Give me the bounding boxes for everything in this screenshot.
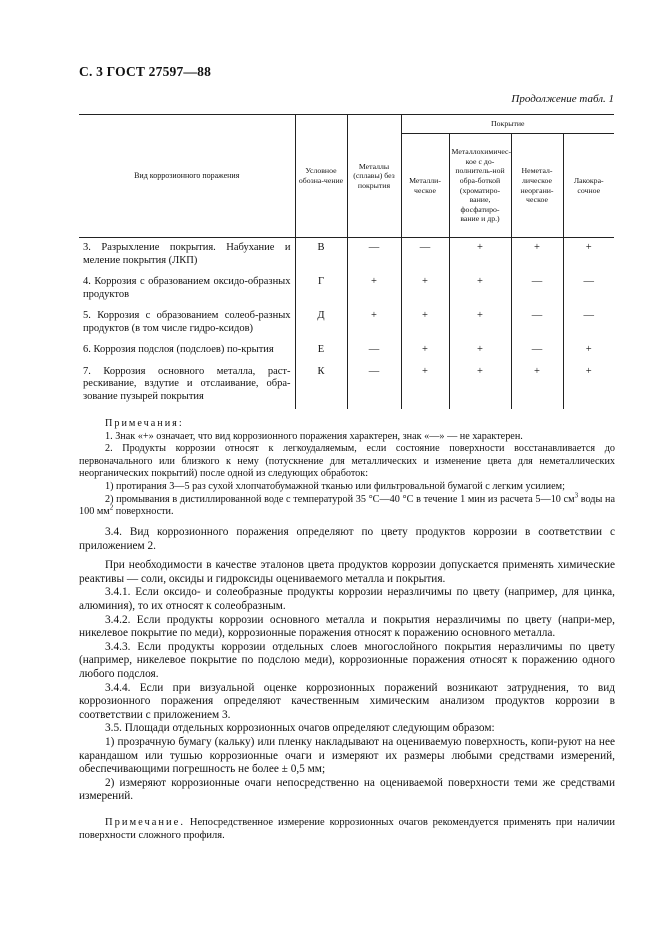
header-nonmetallic: Неметал-лическое неоргани-ческое (511, 134, 563, 238)
row-mark: — (347, 341, 401, 363)
table-notes (79, 418, 615, 519)
row-mark: + (347, 273, 401, 307)
paragraph-3-5: 3.5. Площади отдельных коррозионных очагов определяют следующим образом: (105, 722, 495, 735)
row-description: 4. Коррозия с образованием оксидо-образных продуктов (79, 273, 295, 307)
corrosion-damage-table (79, 114, 614, 409)
row-mark: — (583, 276, 594, 287)
row-description: 5. Коррозия с образованием солеоб-разных продуктов (в том числе гидро-ксидов) (79, 307, 295, 341)
header-paint: Лакокра-сочное (563, 134, 614, 238)
header-coating: Покрытие (401, 115, 614, 134)
row-symbol: В (295, 238, 347, 274)
table-row (79, 273, 614, 307)
header-symbol: Условное обозна-чение (295, 115, 347, 238)
table-row (79, 307, 614, 341)
row-symbol: Д (295, 307, 347, 341)
row-mark: + (449, 341, 511, 363)
table-continuation-label: Продолжение табл. 1 (511, 93, 614, 105)
table-row (79, 363, 614, 410)
note-2-item-2-part-a: 2) промывания в дистиллированной воде с температурой 35 °С—40 °С в течение 1 мин из расчета 5—10 см (105, 493, 575, 505)
header-metallochemical: Металлохимичес-кое с до-полнитель-ной обра-боткой (хроматиро-вание, фосфатиро-вание и др.) (449, 134, 511, 238)
note-1: 1. Знак «+» означает, что вид коррозионного поражения характерен, знак «—» — не характерен. (105, 430, 523, 442)
row-mark: + (449, 307, 511, 341)
page-header: С. 3 ГОСТ 27597—88 (79, 64, 212, 79)
row-mark: + (585, 242, 592, 253)
paragraph-3-4-4: 3.4.4. Если при визуальной оценке коррозионных поражений возникают затруднения, то вид коррозионного поражения определяют качественным химическим анализом продуктов коррозии в соответствии с приложением 3. (79, 681, 615, 721)
note-2-item-2 (79, 491, 616, 519)
row-description: 7. Коррозия основного металла, раст-рескивание, вздутие и отслаивание, обра-зование пузырей покрытия (79, 363, 295, 410)
table-row (79, 341, 614, 363)
row-mark: — (401, 238, 449, 274)
row-mark: — (347, 238, 401, 274)
paragraph-3-5-item-1: 1) прозрачную бумагу (кальку) или пленку накладывают на оцениваемую поверхность, копи-руют на нее карандашом или тушью коррозионные очаги и измеряют их размеры любыми средствами измерений, обеспечивающими погрешность не более ± 0,5 мм; (79, 735, 615, 776)
row-mark: + (401, 307, 449, 341)
row-mark: + (449, 273, 511, 307)
body-text (79, 526, 615, 842)
row-mark: + (401, 363, 449, 410)
row-description: 3. Разрыхление покрытия. Набухание и меление покрытия (ЛКП) (79, 238, 295, 274)
paragraph-3-4-2: 3.4.2. Если продукты коррозии основного металла и покрытия неразличимы по цвету (напри-мер, никелевое покрытие по меди), коррозионные поражения относят к поражению основного металла. (79, 613, 615, 640)
note-2-item-2-part-b: воды на 100 мм (79, 493, 616, 518)
note-2-item-1: 1) протирания 3—5 раз сухой хлопчатобумажной тканью или фильтровальной бумагой с легким усилием; (105, 480, 565, 492)
paragraph-3-4-1: 3.4.1. Если оксидо- и солеобразные продукты коррозии неразличимы по цвету (например, для цинка, алюминия), то их относят к солеобразным. (79, 586, 615, 612)
row-mark: + (449, 238, 511, 274)
header-damage-type: Вид коррозионного поражения (79, 115, 295, 238)
paragraph-3-4: 3.4. Вид коррозионного поражения определяют по цвету продуктов коррозии в соответствии с приложением 2. (79, 526, 615, 552)
row-mark: — (511, 307, 563, 341)
paragraph-color-standards: При необходимости в качестве эталонов цвета продуктов коррозии допускается применять химические реактивы — соли, оксиды и гидроксиды оцениваемого металла и покрытия. (79, 559, 615, 585)
notes-title: Примечания: (105, 418, 184, 429)
row-mark: — (511, 273, 563, 307)
row-mark: — (347, 363, 401, 410)
final-note (79, 816, 615, 842)
note-2-item-2-part-c: поверхности. (113, 506, 174, 518)
note-2-item-2-exponent-b: 2 (109, 503, 114, 512)
row-mark: — (511, 341, 563, 363)
paragraph-3-4-3: 3.4.3. Если продукты коррозии отдельных слоев многослойного покрытия неразличимы по цвету (например, никелевое покрытие по подслою меди), коррозионные поражения относят к поражению одного любого подслоя. (79, 640, 615, 680)
header-metallic: Металли-ческое (401, 134, 449, 238)
final-note-label: Примечание. (105, 816, 185, 828)
row-description: 6. Коррозия подслоя (подслоев) по-крытия (79, 341, 295, 363)
table-row (79, 238, 614, 274)
row-mark: — (583, 310, 594, 321)
note-2: 2. Продукты коррозии относят к легкоудаляемым, если состояние поверхности восстанавливается до первоначального или близкого к нему (потускнение для металлических и изменение цвета для неметаллических неорганических покрытий) после одной из следующих обработок: (79, 443, 615, 480)
paragraph-3-5-item-2: 2) измеряют коррозионные очаги непосредственно на оцениваемой поверхности теми же средствами измерений. (79, 776, 615, 803)
row-symbol: Е (295, 341, 347, 363)
row-symbol: К (295, 363, 347, 410)
note-2-item-2-exponent-a: 3 (574, 491, 579, 500)
row-symbol: Г (295, 273, 347, 307)
row-mark: + (401, 341, 449, 363)
row-mark: + (401, 273, 449, 307)
row-mark: + (585, 344, 592, 355)
row-mark: + (511, 238, 563, 274)
row-mark: + (347, 307, 401, 341)
final-note-text: Непосредственное измерение коррозионных очагов рекомендуется применять при наличии поверхности сложного профиля. (79, 816, 615, 841)
row-mark: + (511, 363, 563, 410)
row-mark: + (585, 365, 592, 377)
header-metals-uncoated: Металлы (сплавы) без покрытия (347, 115, 401, 238)
row-mark: + (449, 363, 511, 410)
